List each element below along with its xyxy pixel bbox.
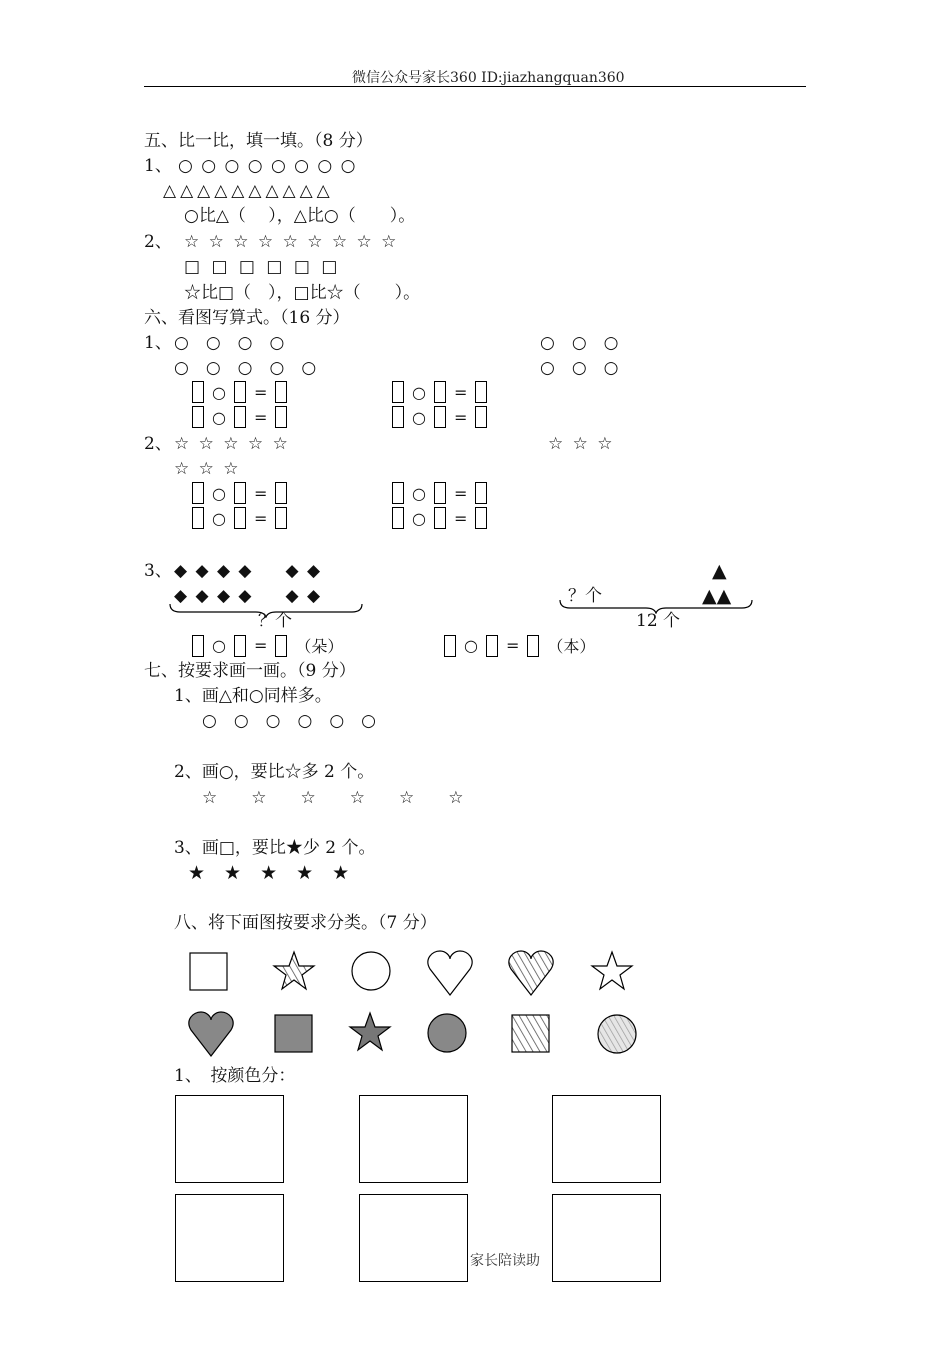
equals-sign: = <box>253 508 268 528</box>
answer-box[interactable] <box>434 381 446 403</box>
answer-box[interactable] <box>475 406 487 428</box>
answer-box[interactable] <box>234 406 246 428</box>
s6-q3-equation-right <box>444 634 595 657</box>
answer-box[interactable] <box>234 381 246 403</box>
equals-sign: = <box>505 636 520 655</box>
s6-q3-right-question: ？个 <box>568 586 602 606</box>
white-heart-icon <box>428 951 472 995</box>
page-header: 微信公众号家长360 ID:jiazhangquan360 <box>352 70 625 86</box>
triangle-bottom: ▲▲ <box>702 585 732 607</box>
answer-box[interactable] <box>192 381 204 403</box>
answer-box[interactable] <box>434 507 446 529</box>
section-5-title: 五、比一比，填一填。（8 分） <box>144 131 373 151</box>
answer-box-5[interactable] <box>359 1194 468 1282</box>
s6-q2-equation-3 <box>392 482 487 504</box>
s6-q2-equation-2 <box>192 507 287 529</box>
s7-q2-shapes: ☆ ☆ ☆ ☆ ☆ ☆ <box>202 788 464 808</box>
s6-q3-number: 3、 <box>144 561 172 581</box>
gray-heart-icon <box>189 1012 233 1056</box>
gray-square-icon <box>275 1015 312 1052</box>
s5-q1-triangles: △△△△△△△△△△ <box>163 181 334 201</box>
s6-q2-left-row2: ☆ ☆ ☆ <box>174 459 239 479</box>
section-8-title: 八、将下面图按要求分类。（7 分） <box>174 913 437 933</box>
footer-watermark-text: 家长陪读助 <box>470 1253 540 1269</box>
equals-sign: = <box>453 407 468 427</box>
s7-q3: 3、画□，要比★少 2 个。 <box>174 838 376 858</box>
operator-circle: ○ <box>212 483 226 503</box>
answer-box[interactable] <box>192 635 204 657</box>
answer-box-4[interactable] <box>175 1194 284 1282</box>
s6-q3-right-total: 12 个 <box>636 611 681 631</box>
s5-q1-circles: ○ ○ ○ ○ ○ ○ ○ ○ <box>178 156 356 176</box>
white-circle-icon <box>352 952 390 990</box>
answer-box[interactable] <box>392 507 404 529</box>
operator-circle: ○ <box>212 508 226 528</box>
operator-circle: ○ <box>412 508 426 528</box>
s6-q1-left-row2: ○ ○ ○ ○ ○ <box>174 358 317 378</box>
answer-box[interactable] <box>475 482 487 504</box>
answer-box[interactable] <box>392 482 404 504</box>
equals-sign: = <box>253 483 268 503</box>
classification-shapes <box>180 945 650 1065</box>
operator-circle: ○ <box>212 382 226 402</box>
gray-star-icon <box>350 1013 390 1050</box>
answer-box-1[interactable] <box>175 1095 284 1183</box>
white-square-icon <box>190 953 227 990</box>
s6-q2-equation-4 <box>392 507 487 529</box>
equals-sign: = <box>253 382 268 402</box>
white-star-icon <box>592 952 632 989</box>
answer-box[interactable] <box>234 482 246 504</box>
equals-sign: = <box>253 407 268 427</box>
s7-q1: 1、画△和○同样多。 <box>174 686 332 706</box>
s5-q1-number: 1、 <box>144 156 172 176</box>
operator-circle: ○ <box>464 636 478 655</box>
s6-q1-equation-2 <box>192 406 287 428</box>
s6-q2-left-row1: ☆ ☆ ☆ ☆ ☆ <box>174 434 288 454</box>
operator-circle: ○ <box>412 407 426 427</box>
answer-box[interactable] <box>434 482 446 504</box>
s6-q2-equation-1 <box>192 482 287 504</box>
answer-box[interactable] <box>392 406 404 428</box>
answer-box[interactable] <box>275 507 287 529</box>
s6-q2-number: 2、 <box>144 434 172 454</box>
answer-box[interactable] <box>234 635 246 657</box>
answer-box[interactable] <box>192 406 204 428</box>
operator-circle: ○ <box>212 636 226 655</box>
answer-box[interactable] <box>192 482 204 504</box>
s6-q3-left-question: ？个 <box>258 611 292 631</box>
s6-q1-equation-4 <box>392 406 487 428</box>
s7-q1-shapes: ○ ○ ○ ○ ○ ○ <box>202 711 377 731</box>
answer-box[interactable] <box>527 635 539 657</box>
s6-q3-equation-left <box>192 634 343 657</box>
header-rule <box>144 86 806 87</box>
equals-sign: = <box>453 483 468 503</box>
s5-q2-squares: □ □ □ □ □ □ <box>184 257 338 277</box>
answer-box[interactable] <box>192 507 204 529</box>
s5-q2-number: 2、 <box>144 232 172 252</box>
hatched-heart-icon <box>509 951 553 995</box>
equals-sign: = <box>253 636 268 655</box>
answer-box-3[interactable] <box>552 1095 661 1183</box>
s6-q1-equation-3 <box>392 381 487 403</box>
operator-circle: ○ <box>412 483 426 503</box>
hatched-star-icon <box>274 952 314 989</box>
triangle-top: ▲ <box>712 560 727 582</box>
s6-q1-right-row1: ○ ○ ○ <box>540 333 619 353</box>
s5-q2-text: ☆比□（ ），□比☆（ ）。 <box>184 283 421 303</box>
s6-q2-right-row1: ☆ ☆ ☆ <box>548 434 613 454</box>
unit-label: （朵） <box>295 637 344 656</box>
s7-q2: 2、画○，要比☆多 2 个。 <box>174 762 375 782</box>
s6-q3-diamonds-row2: ◆ ◆ ◆ ◆ ◆ ◆ <box>174 586 321 606</box>
s5-q2-stars: ☆ ☆ ☆ ☆ ☆ ☆ ☆ ☆ ☆ <box>184 232 397 252</box>
s6-q1-equation-1 <box>192 381 287 403</box>
section-7-title: 七、按要求画一画。（9 分） <box>144 661 356 681</box>
unit-label: （本） <box>547 637 596 656</box>
answer-box[interactable] <box>486 635 498 657</box>
answer-box-6[interactable] <box>552 1194 661 1282</box>
equals-sign: = <box>453 508 468 528</box>
s6-q1-left-row1: ○ ○ ○ ○ <box>174 333 285 353</box>
section-6-title: 六、看图写算式。（16 分） <box>144 308 350 328</box>
answer-box[interactable] <box>275 482 287 504</box>
s8-q1: 1、 按颜色分： <box>174 1066 296 1086</box>
answer-box[interactable] <box>392 381 404 403</box>
answer-box[interactable] <box>475 507 487 529</box>
operator-circle: ○ <box>412 382 426 402</box>
s6-q1-number: 1、 <box>144 333 172 353</box>
s6-q3-diamonds-row1: ◆ ◆ ◆ ◆ ◆ ◆ <box>174 561 321 581</box>
light-hatched-circle-icon <box>598 1015 636 1053</box>
answer-box[interactable] <box>475 381 487 403</box>
operator-circle: ○ <box>212 407 226 427</box>
gray-circle-icon <box>428 1014 466 1052</box>
equals-sign: = <box>453 382 468 402</box>
answer-box[interactable] <box>275 635 287 657</box>
answer-box[interactable] <box>434 406 446 428</box>
s5-q1-text: ○比△（ ），△比○（ ）。 <box>184 206 416 226</box>
answer-box-2[interactable] <box>359 1095 468 1183</box>
answer-box[interactable] <box>444 635 456 657</box>
s6-q1-right-row2: ○ ○ ○ <box>540 358 619 378</box>
answer-box[interactable] <box>275 406 287 428</box>
hatched-square-icon <box>512 1015 549 1052</box>
answer-box[interactable] <box>234 507 246 529</box>
s7-q3-shapes: ★ ★ ★ ★ ★ <box>188 862 350 884</box>
answer-box[interactable] <box>275 381 287 403</box>
